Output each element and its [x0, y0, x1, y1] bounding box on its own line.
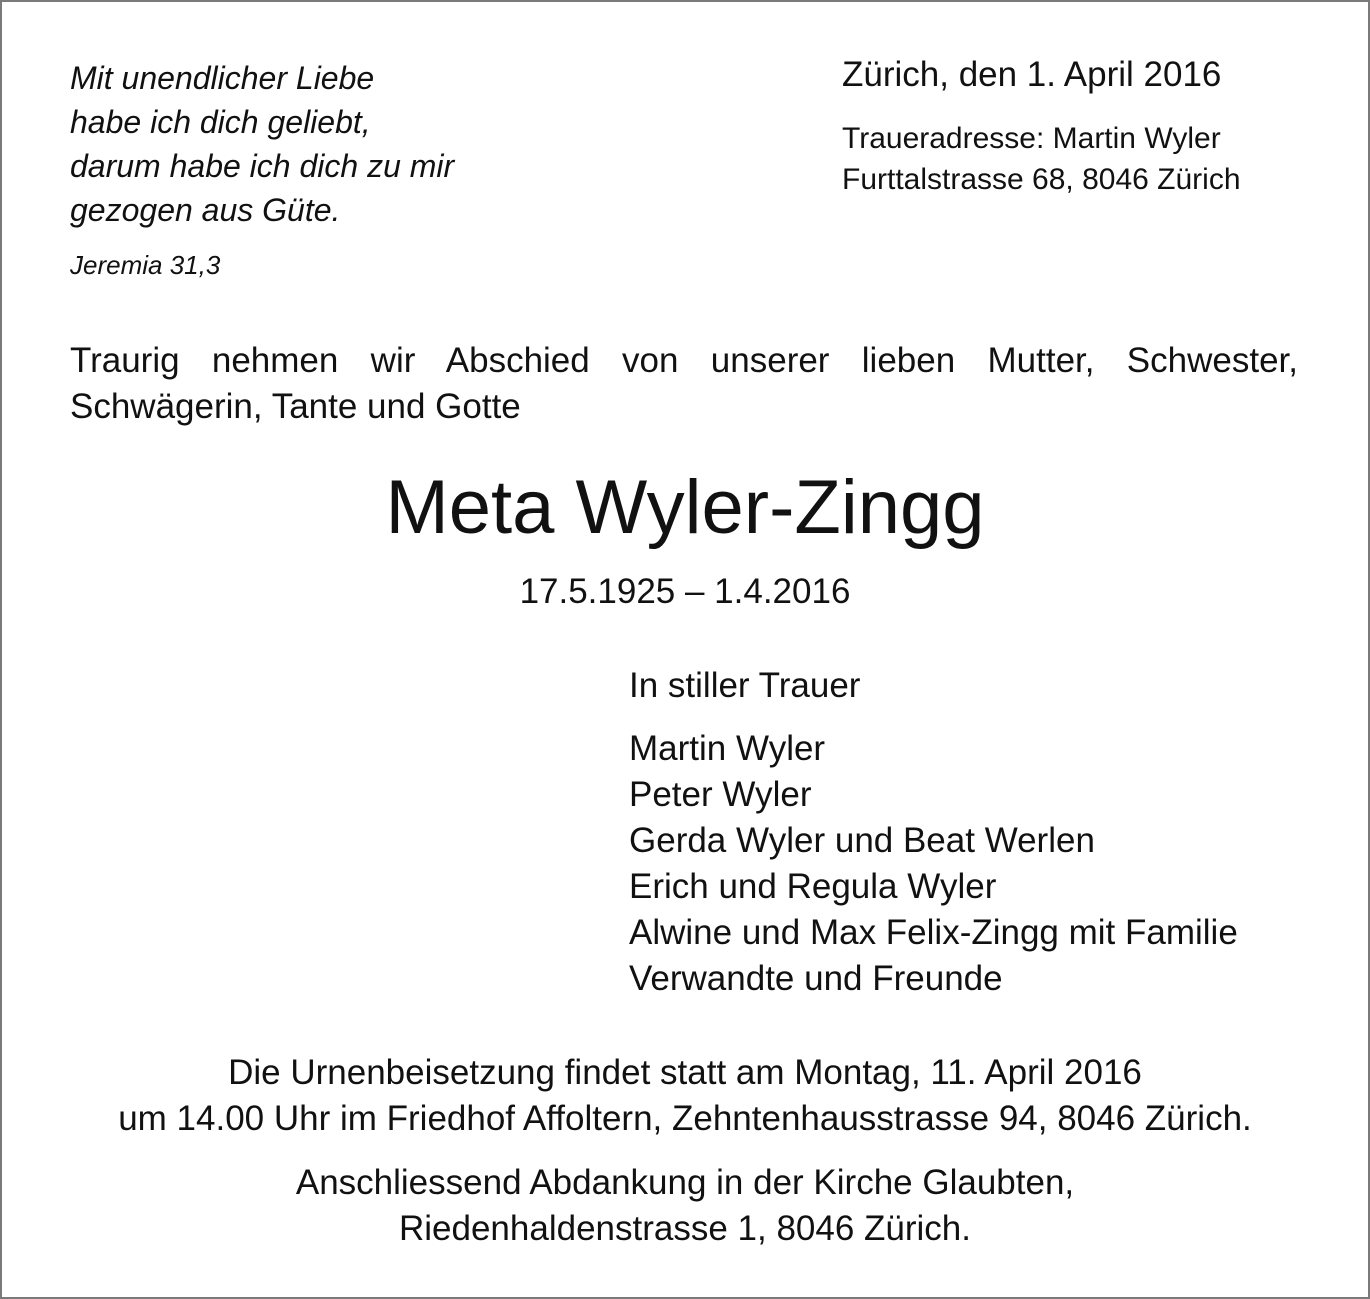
mourning-address [842, 118, 1241, 200]
burial-line: um 14.00 Uhr im Friedhof Affoltern, Zehntenhausstrasse 94, 8046 Zürich. [118, 1099, 1252, 1138]
mourner-name: Peter Wyler [629, 775, 812, 814]
burial-line: Die Urnenbeisetzung findet statt am Montag, 11. April 2016 [228, 1053, 1142, 1092]
intro-line: Traurig nehmen wir Abschied von unserer lieben Mutter, Schwester, [70, 341, 1298, 380]
service-info [0, 1160, 1370, 1252]
address-line: Furttalstrasse 68, 8046 Zürich [842, 163, 1241, 196]
burial-info [0, 1050, 1370, 1142]
mourner-name: Verwandte und Freunde [629, 959, 1003, 998]
verse-line: darum habe ich dich zu mir [70, 148, 455, 184]
mourner-name: Martin Wyler [629, 729, 826, 768]
verse-line: habe ich dich geliebt, [70, 104, 371, 140]
life-dates: 17.5.1925 – 1.4.2016 [519, 572, 851, 611]
address-line: Traueradresse: Martin Wyler [842, 122, 1221, 155]
mourner-name: Erich und Regula Wyler [629, 867, 997, 906]
service-line: Anschliessend Abdankung in der Kirche Glaubten, [295, 1163, 1075, 1202]
verse-line: Mit unendlicher Liebe [70, 60, 375, 96]
verse-reference: Jeremia 31,3 [70, 250, 221, 280]
mourning-heading: In stiller Trauer [629, 666, 861, 705]
mourner-name: Gerda Wyler und Beat Werlen [629, 821, 1095, 860]
deceased-name: Meta Wyler-Zingg [385, 465, 985, 550]
verse-line: gezogen aus Güte. [70, 192, 341, 228]
place-date: Zürich, den 1. April 2016 [842, 55, 1222, 94]
mourner-name: Alwine und Max Felix-Zingg mit Familie [629, 913, 1238, 952]
service-line: Riedenhaldenstrasse 1, 8046 Zürich. [398, 1209, 971, 1248]
bible-verse [70, 56, 454, 232]
intro-line: Schwägerin, Tante und Gotte [70, 387, 521, 426]
mourners-list [629, 726, 1238, 1002]
intro-text [70, 338, 1298, 430]
